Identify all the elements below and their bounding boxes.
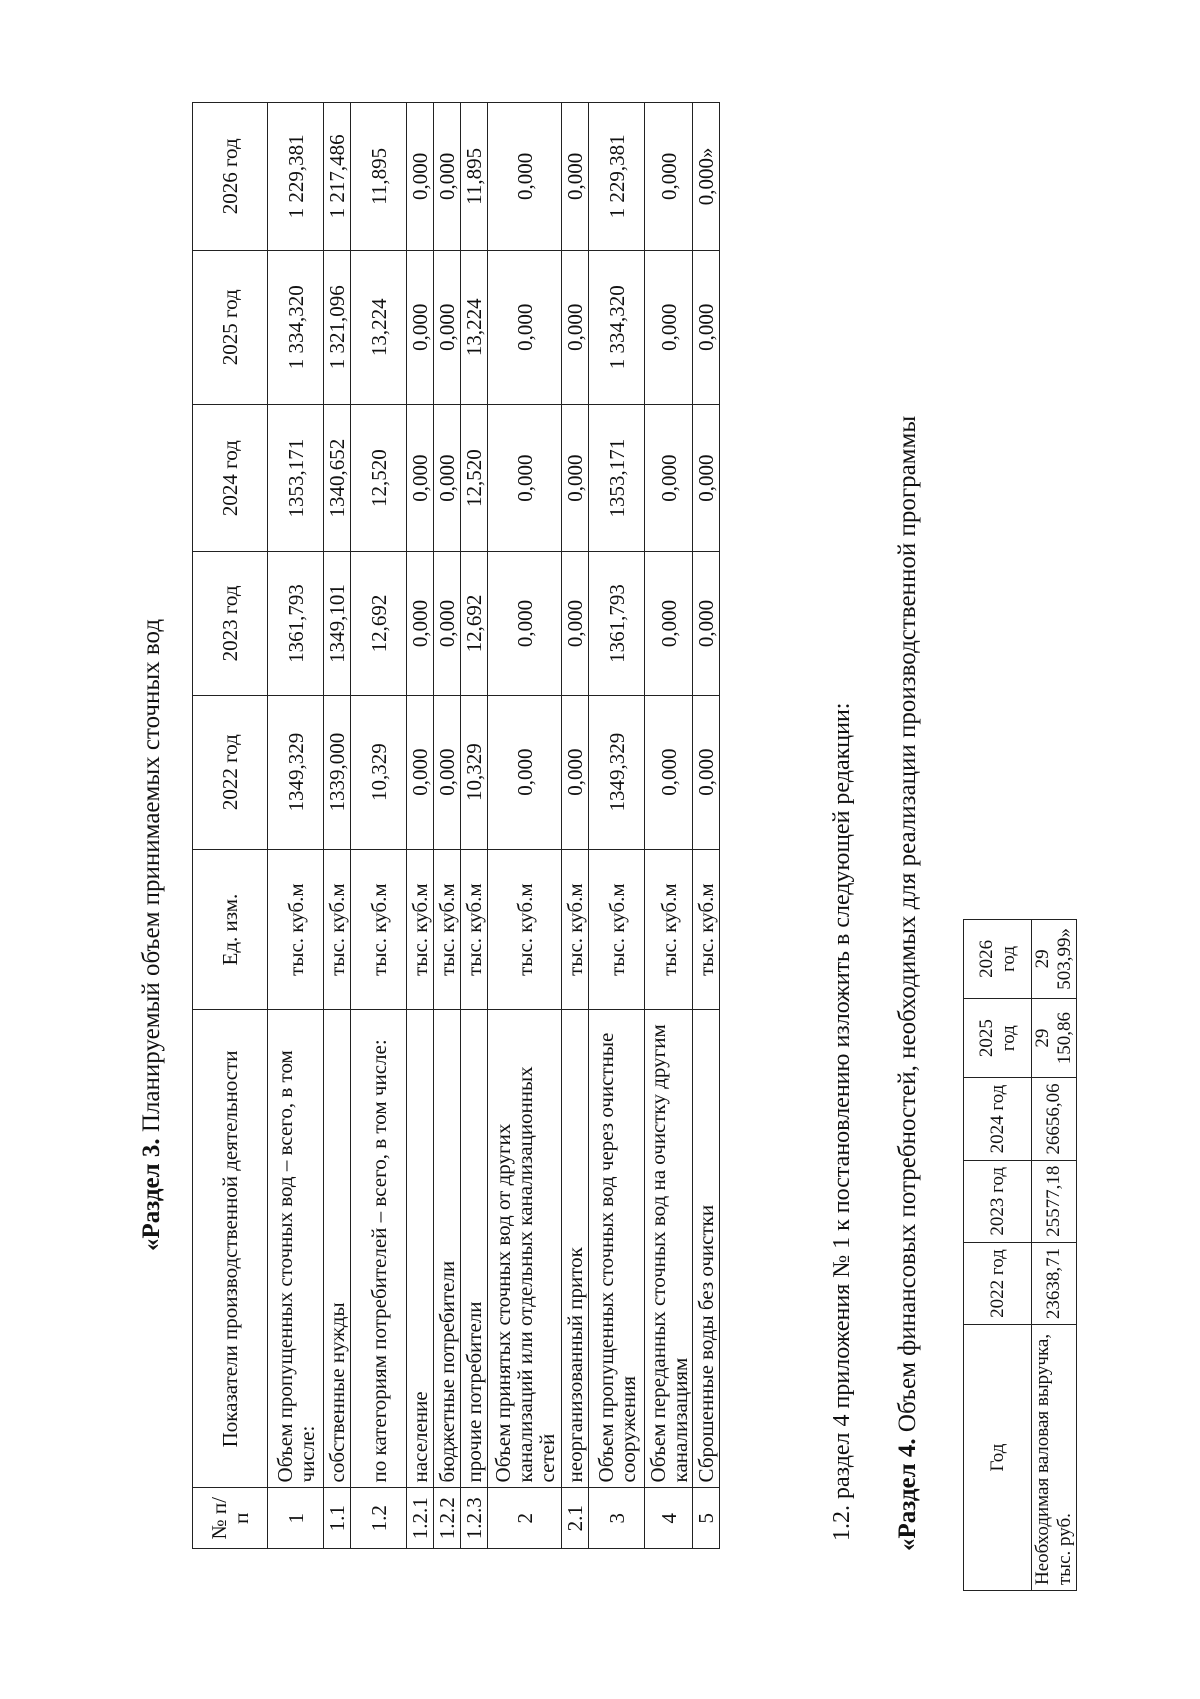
- row-number: 1.2.1: [407, 1488, 434, 1549]
- row-number: 1.2.2: [434, 1488, 461, 1549]
- row-number: 5: [693, 1488, 720, 1549]
- value-cell: 29 150,86: [1032, 998, 1077, 1078]
- section3-prefix: «Раздел 3.: [138, 1138, 165, 1251]
- table-row: [562, 103, 589, 1549]
- table-row: [324, 103, 351, 1549]
- value-cell: 10,329: [351, 695, 407, 849]
- value-cell: 0,000: [488, 404, 562, 552]
- table-row: [351, 103, 407, 1549]
- row-number: 1.1: [324, 1488, 351, 1549]
- value-cell: 13,224: [461, 250, 488, 404]
- value-cell: 10,329: [461, 695, 488, 849]
- table-row: [693, 103, 720, 1549]
- row-indicator: Объем переданных сточных вод на очистку другим канализациям: [645, 1010, 693, 1488]
- value-cell: 1340,652: [324, 404, 351, 552]
- value-cell: 1 217,486: [324, 103, 351, 251]
- row-indicator: Объем принятых сточных вод от других канализаций или отдельных канализационных сетей: [488, 1010, 562, 1488]
- header-indicator: Показатели производственной деятельности: [193, 1010, 268, 1488]
- value-cell: 0,000: [693, 404, 720, 552]
- value-cell: 12,692: [351, 552, 407, 695]
- value-cell: 0,000: [562, 404, 589, 552]
- value-cell: 0,000: [562, 103, 589, 251]
- row-unit: тыс. куб.м: [562, 849, 589, 1010]
- section3-title: Планируемый объем принимаемых сточных вод: [138, 618, 165, 1139]
- section4-title: Объем финансовых потребностей, необходимых для реализации производственной программы: [894, 415, 921, 1439]
- row-number: 1.2: [351, 1488, 407, 1549]
- row-indicator: Объем пропущенных сточных вод – всего, в том числе:: [268, 1010, 324, 1488]
- row-unit: тыс. куб.м: [434, 849, 461, 1010]
- financial-needs-table: [963, 919, 1077, 1591]
- section3-heading: [138, 619, 166, 1251]
- value-cell: 29 503,99»: [1032, 920, 1077, 999]
- value-cell: 0,000: [488, 695, 562, 849]
- value-cell: 1 334,320: [589, 250, 645, 404]
- wastewater-table: [192, 102, 720, 1549]
- row-unit: тыс. куб.м: [461, 849, 488, 1010]
- row-indicator: по категориям потребителей – всего, в том числе:: [351, 1010, 407, 1488]
- section4-heading: [894, 416, 922, 1551]
- value-cell: 1353,171: [268, 404, 324, 552]
- value-cell: 12,520: [461, 404, 488, 552]
- value-cell: 1 229,381: [268, 103, 324, 251]
- row-unit: тыс. куб.м: [351, 849, 407, 1010]
- value-cell: 0,000: [645, 103, 693, 251]
- value-cell: 0,000: [488, 250, 562, 404]
- header-year: 2022 год: [964, 1242, 1032, 1324]
- value-cell: 1 321,096: [324, 250, 351, 404]
- row-unit: тыс. куб.м: [268, 849, 324, 1010]
- value-cell: 0,000: [407, 250, 434, 404]
- value-cell: 1349,329: [268, 695, 324, 849]
- value-cell: 0,000: [693, 695, 720, 849]
- value-cell: 0,000»: [693, 103, 720, 251]
- value-cell: 26656,06: [1032, 1078, 1077, 1160]
- row-number: 2: [488, 1488, 562, 1549]
- row-indicator: Объем пропущенных сточных вод через очистные сооружения: [589, 1010, 645, 1488]
- table-row: [589, 103, 645, 1549]
- table-header-row: [964, 920, 1032, 1591]
- value-cell: 0,000: [488, 103, 562, 251]
- header-year-label: Год: [964, 1325, 1032, 1591]
- row-indicator: бюджетные потребители: [434, 1010, 461, 1488]
- value-cell: 1361,793: [268, 552, 324, 695]
- value-cell: 1 334,320: [268, 250, 324, 404]
- header-year: 2023 год: [964, 1160, 1032, 1242]
- header-year: 2022 год: [193, 695, 268, 849]
- value-cell: 12,520: [351, 404, 407, 552]
- value-cell: 0,000: [645, 404, 693, 552]
- value-cell: 12,692: [461, 552, 488, 695]
- row-unit: тыс. куб.м: [407, 849, 434, 1010]
- row-label: Необходимая валовая выручка, тыс. руб.: [1032, 1325, 1077, 1591]
- header-year: 2025 год: [193, 250, 268, 404]
- value-cell: 23638,71: [1032, 1242, 1077, 1324]
- value-cell: 0,000: [434, 404, 461, 552]
- header-num: № п/п: [193, 1488, 268, 1549]
- table-row: [1032, 920, 1077, 1591]
- value-cell: 0,000: [407, 552, 434, 695]
- value-cell: 11,895: [461, 103, 488, 251]
- row-number: 4: [645, 1488, 693, 1549]
- value-cell: 1349,329: [589, 695, 645, 849]
- row-indicator: неорганизованный приток: [562, 1010, 589, 1488]
- row-unit: тыс. куб.м: [693, 849, 720, 1010]
- value-cell: 0,000: [434, 250, 461, 404]
- table-row: [488, 103, 562, 1549]
- row-indicator: прочие потребители: [461, 1010, 488, 1488]
- table-row: [461, 103, 488, 1549]
- row-unit: тыс. куб.м: [488, 849, 562, 1010]
- header-year: 2026 год: [964, 920, 1032, 999]
- header-year: 2023 год: [193, 552, 268, 695]
- value-cell: 0,000: [407, 404, 434, 552]
- value-cell: 1339,000: [324, 695, 351, 849]
- header-year: 2024 год: [964, 1078, 1032, 1160]
- value-cell: 0,000: [434, 103, 461, 251]
- table-row: [434, 103, 461, 1549]
- row-indicator: Сброшенные воды без очистки: [693, 1010, 720, 1488]
- row-unit: тыс. куб.м: [645, 849, 693, 1010]
- value-cell: 0,000: [562, 552, 589, 695]
- value-cell: 11,895: [351, 103, 407, 251]
- section4-prefix: «Раздел 4.: [894, 1438, 921, 1551]
- header-year: 2025 год: [964, 998, 1032, 1078]
- header-unit: Ед. изм.: [193, 849, 268, 1010]
- value-cell: 0,000: [407, 695, 434, 849]
- value-cell: 0,000: [562, 695, 589, 849]
- row-number: 3: [589, 1488, 645, 1549]
- value-cell: 0,000: [645, 695, 693, 849]
- value-cell: 0,000: [693, 552, 720, 695]
- value-cell: 0,000: [693, 250, 720, 404]
- value-cell: 25577,18: [1032, 1160, 1077, 1242]
- value-cell: 1349,101: [324, 552, 351, 695]
- value-cell: 0,000: [434, 695, 461, 849]
- value-cell: 0,000: [645, 250, 693, 404]
- row-number: 1: [268, 1488, 324, 1549]
- table-header-row: [193, 103, 268, 1549]
- value-cell: 0,000: [645, 552, 693, 695]
- row-unit: тыс. куб.м: [324, 849, 351, 1010]
- value-cell: 0,000: [488, 552, 562, 695]
- row-unit: тыс. куб.м: [589, 849, 645, 1010]
- table-row: [645, 103, 693, 1549]
- value-cell: 1353,171: [589, 404, 645, 552]
- value-cell: 0,000: [434, 552, 461, 695]
- amendment-paragraph: 1.2. раздел 4 приложения № 1 к постановлению изложить в следующей редакции:: [829, 702, 855, 1541]
- header-year: 2026 год: [193, 103, 268, 251]
- value-cell: 1 229,381: [589, 103, 645, 251]
- row-number: 2.1: [562, 1488, 589, 1549]
- value-cell: 0,000: [407, 103, 434, 251]
- value-cell: 1361,793: [589, 552, 645, 695]
- row-indicator: собственные нужды: [324, 1010, 351, 1488]
- table-row: [407, 103, 434, 1549]
- table-row: [268, 103, 324, 1549]
- row-indicator: население: [407, 1010, 434, 1488]
- value-cell: 0,000: [562, 250, 589, 404]
- row-number: 1.2.3: [461, 1488, 488, 1549]
- value-cell: 13,224: [351, 250, 407, 404]
- header-year: 2024 год: [193, 404, 268, 552]
